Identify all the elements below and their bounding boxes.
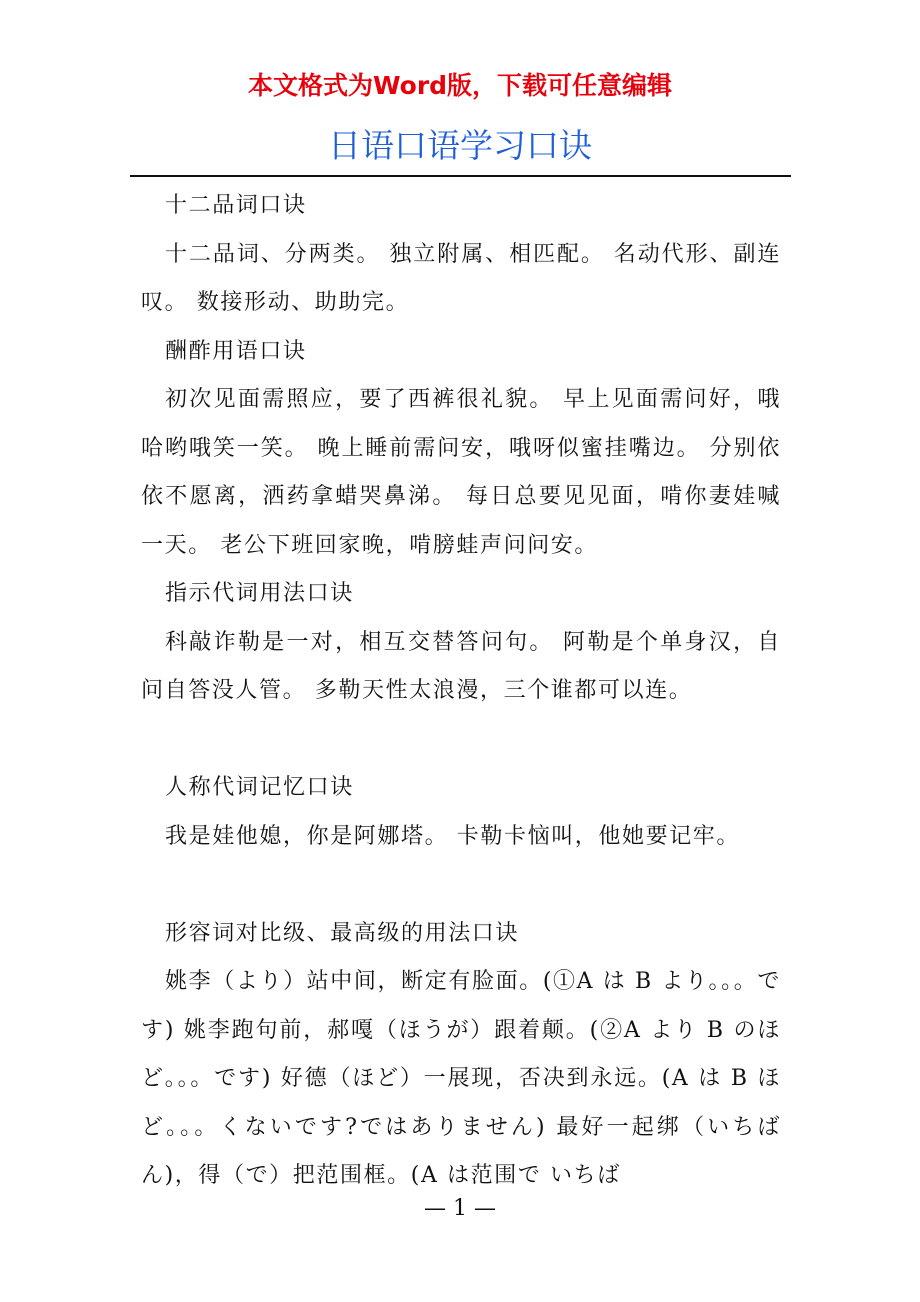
section-paragraph: 初次见面需照应，要了西裤很礼貌。 早上见面需问好，哦哈哟哦笑一笑。 晚上睡前需问安，哦呀似蜜挂嘴边。 分别依依不愿离，洒药拿蜡哭鼻涕。 每日总要见见面，啃你妻娃喊一天。 老公下班回家晚，啃膀蛙声问问安。 bbox=[141, 387, 781, 558]
section-heading: 十二品词口诀 bbox=[165, 193, 307, 218]
blank-line bbox=[141, 716, 781, 765]
section-heading: 酬酢用语口诀 bbox=[165, 338, 307, 364]
section-paragraph: 姚李（より）站中间，断定有脸面。(①A は B より。。。です) 姚李跑句前，郝嘎（ほうが）跟着颠。(②A より B のほど。。。です) 好德（ほど）一展现，否决到永远。(A は B ほど。。。くないです?ではありません) 最好一起绑（いちばん)，得（で）把范围框。(A は范围で いちば bbox=[141, 969, 781, 1188]
page-number: — 1 — bbox=[424, 1196, 496, 1221]
section-heading: 指示代词用法口诀 bbox=[165, 581, 354, 606]
section-paragraph: 科敲诈勒是一对，相互交替答问句。 阿勒是个单身汉，自问自答没人管。 多勒天性太浪漫，三个谁都可以连。 bbox=[141, 629, 781, 703]
section-paragraph: 十二品词、分两类。 独立附属、相匹配。 名动代形、副连叹。 数接形动、助助完。 bbox=[141, 241, 781, 315]
title-divider bbox=[130, 175, 791, 177]
section-heading: 人称代词记忆口诀 bbox=[165, 775, 354, 800]
document-title: 日语口语学习口诀 bbox=[328, 126, 592, 165]
format-banner: 本文格式为Word版，下载可任意编辑 bbox=[247, 71, 673, 100]
blank-line bbox=[141, 861, 781, 910]
section-paragraph: 我是娃他媳，你是阿娜塔。 卡勒卡恼叫，他她要记牢。 bbox=[165, 823, 740, 849]
section-heading: 形容词对比级、最高级的用法口诀 bbox=[165, 920, 520, 946]
document-body bbox=[141, 182, 781, 1201]
